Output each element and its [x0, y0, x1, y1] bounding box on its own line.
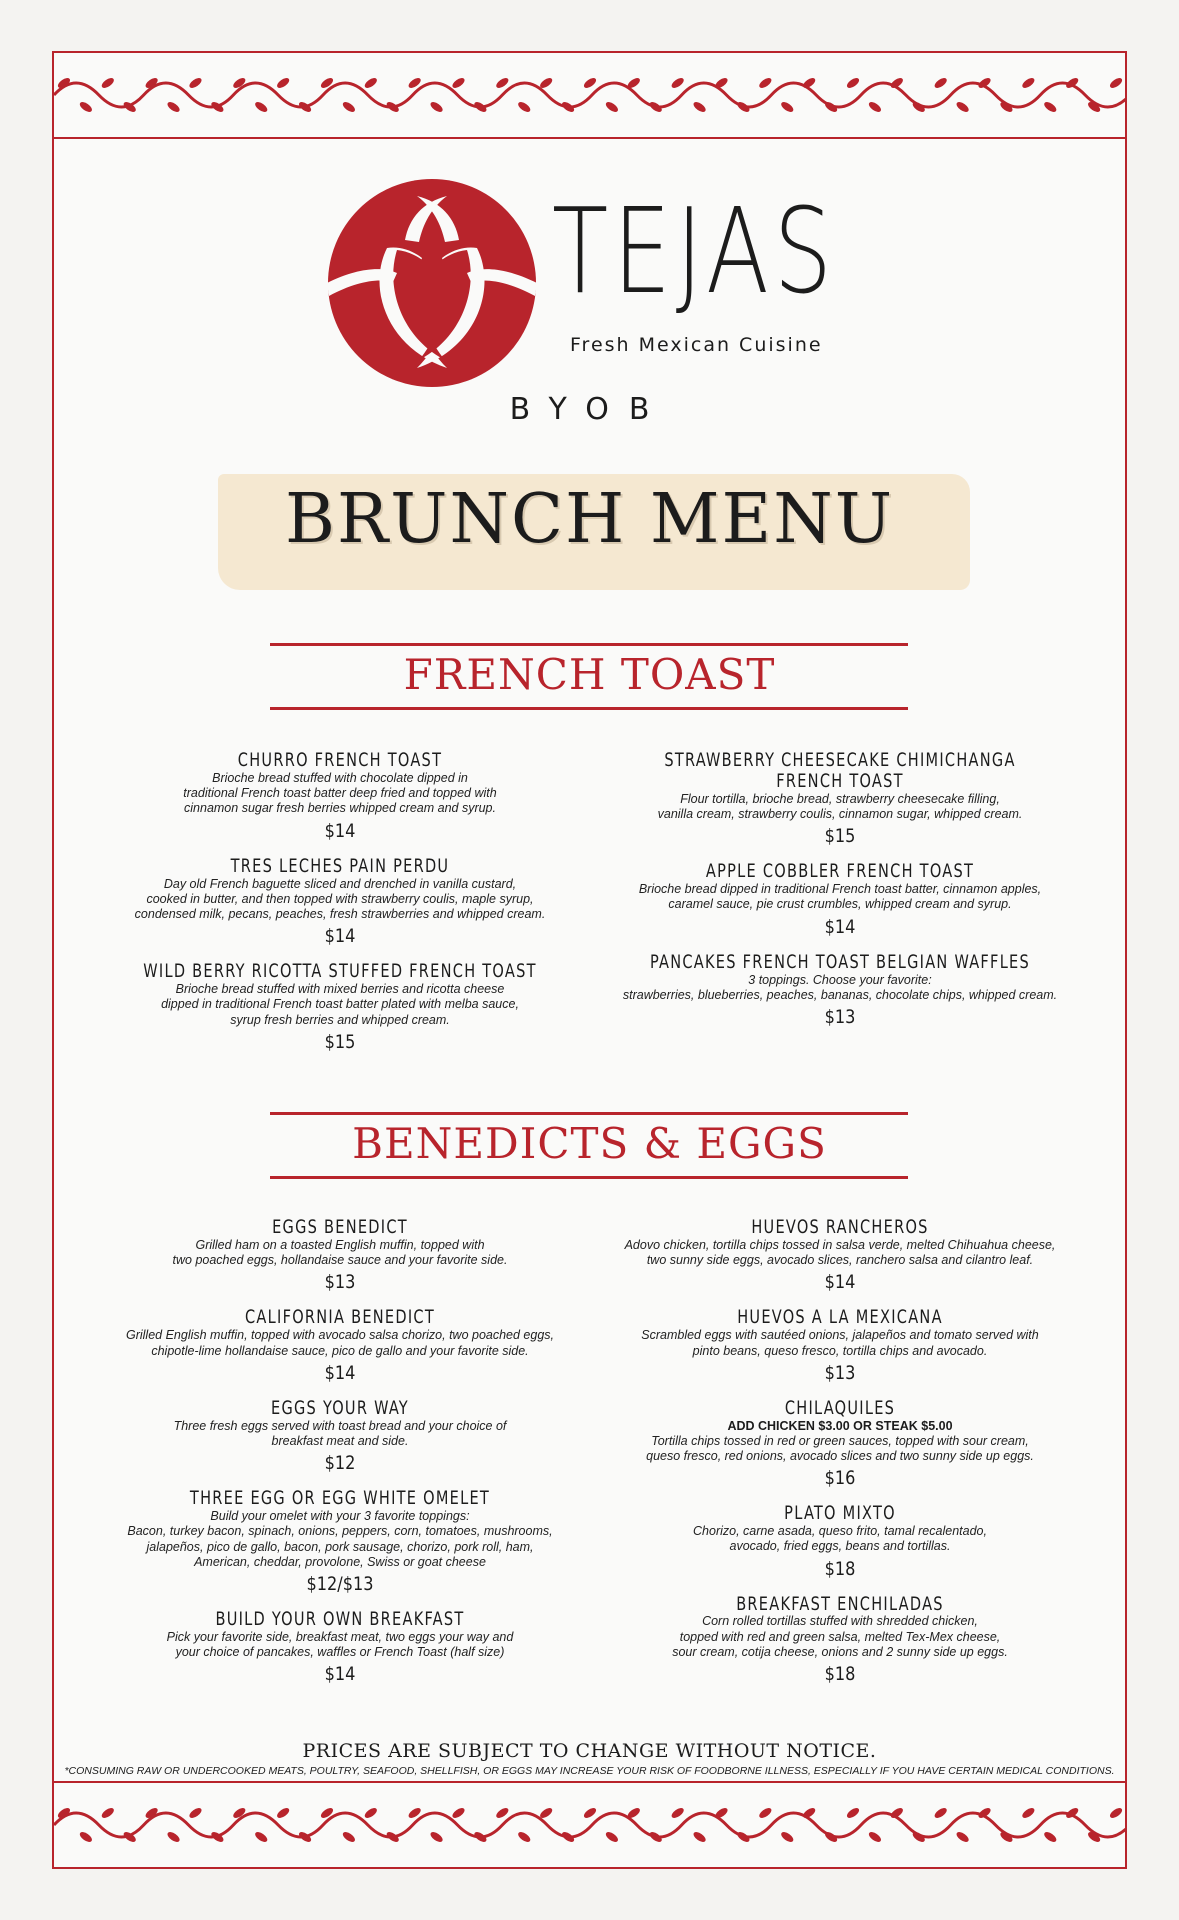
french-toast-right-column — [600, 750, 1080, 1042]
menu-item — [100, 1609, 580, 1685]
menu-item-description: Flour tortilla, brioche bread, strawberry cheesecake filling, — [680, 791, 1000, 806]
menu-item — [600, 1398, 1080, 1489]
menu-item-description: strawberries, blueberries, peaches, bananas, chocolate chips, whipped cream. — [622, 987, 1058, 1002]
menu-item-description: 3 toppings. Choose your favorite: — [748, 972, 932, 987]
benedicts-right-column — [600, 1217, 1080, 1699]
menu-item-price: $13 — [824, 1006, 856, 1029]
menu-item-description: Three fresh eggs served with toast bread and your choice of — [173, 1418, 507, 1433]
menu-item-price: $14 — [824, 915, 856, 938]
vine-decoration-icon — [54, 1791, 1125, 1859]
menu-item-price: $14 — [324, 925, 356, 948]
menu-item-description: chipotle-lime hollandaise sauce, pico de gallo and your favorite side. — [151, 1343, 529, 1358]
menu-item-description: cooked in butter, and then topped with strawberry coulis, maple syrup, — [146, 891, 534, 906]
menu-item-description: traditional French toast batter deep fried and topped with — [183, 786, 497, 801]
menu-item-name: TRES LECHES PAIN PERDU — [230, 854, 450, 877]
menu-item — [100, 1307, 580, 1383]
menu-item-name: CHURRO FRENCH TOAST — [237, 749, 443, 771]
section-title-french-toast: FRENCH TOAST — [403, 650, 776, 699]
section-rule — [270, 1112, 908, 1115]
menu-item-description: topped with red and green salsa, melted Tex-Mex cheese, — [679, 1629, 1001, 1644]
vine-border-bottom — [54, 1791, 1125, 1859]
menu-item-name: PLATO MIXTO — [784, 1502, 896, 1525]
menu-item-price: $12/$13 — [306, 1573, 374, 1596]
menu-item-price: $14 — [324, 819, 356, 842]
menu-item-description: condensed milk, pecans, peaches, fresh strawberries and whipped cream. — [134, 907, 546, 922]
menu-item-note: ADD CHICKEN $3.00 OR STEAK $5.00 — [727, 1418, 953, 1433]
menu-item-price: $15 — [324, 1030, 356, 1053]
menu-item-description: Brioche bread stuffed with chocolate dipped in — [212, 770, 468, 785]
menu-item-description: Day old French baguette sliced and drenched in vanilla custard, — [163, 876, 517, 891]
menu-item-name: CHILAQUILES — [784, 1396, 896, 1419]
menu-item-description: Adovo chicken, tortilla chips tossed in salsa verde, melted Chihuahua cheese, — [624, 1237, 1056, 1252]
menu-item-description: jalapeños, pico de gallo, bacon, pork sausage, chorizo, pork roll, ham, — [146, 1539, 534, 1554]
menu-item-description: sour cream, cotija cheese, onions and 2 sunny side up eggs. — [672, 1644, 1008, 1659]
byob-label: BYOB — [509, 392, 670, 427]
menu-item-name: HUEVOS A LA MEXICANA — [737, 1306, 943, 1329]
logo-tagline: Fresh Mexican Cuisine — [570, 334, 823, 356]
menu-item-price: $14 — [324, 1663, 356, 1686]
menu-item-price: $14 — [324, 1361, 356, 1384]
section-rule — [270, 707, 908, 710]
menu-item-name: EGGS YOUR WAY — [271, 1396, 409, 1419]
logo-wordmark: TEJAS — [552, 182, 837, 320]
menu-item-description: cinnamon sugar fresh berries whipped cream and syrup. — [184, 801, 496, 816]
menu-item-description: Brioche bread stuffed with mixed berries and ricotta cheese — [175, 982, 505, 997]
menu-item — [600, 750, 1080, 847]
menu-item-name: BUILD YOUR OWN BREAKFAST — [215, 1608, 465, 1631]
menu-item — [100, 856, 580, 948]
menu-item — [600, 952, 1080, 1028]
menu-item-description: Brioche bread dipped in traditional French toast batter, cinnamon apples, — [638, 882, 1042, 897]
menu-item-description: American, cheddar, provolone, Swiss or goat cheese — [194, 1554, 486, 1569]
menu-item-description: two poached eggs, hollandaise sauce and your favorite side. — [172, 1253, 508, 1268]
menu-item-description: queso fresco, red onions, avocado slices and two sunny side up eggs. — [646, 1448, 1034, 1463]
section-title-benedicts: BENEDICTS & EGGS — [352, 1119, 827, 1168]
menu-item-price: $13 — [324, 1271, 356, 1294]
menu-item-description: vanilla cream, strawberry coulis, cinnamon sugar, whipped cream. — [657, 807, 1023, 822]
menu-item-name: FRENCH TOAST — [776, 769, 904, 792]
menu-item-price: $15 — [824, 825, 856, 848]
menu-item-description: pinto beans, queso fresco, tortilla chips and avocado. — [692, 1343, 988, 1358]
menu-item-name: WILD BERRY RICOTTA STUFFED FRENCH TOAST — [143, 960, 537, 983]
menu-item-description: two sunny side eggs, avocado slices, ranchero salsa and cilantro leaf. — [646, 1253, 1034, 1268]
menu-item-price: $18 — [824, 1557, 856, 1580]
menu-item-description: Grilled English muffin, topped with avocado salsa chorizo, two poached eggs, — [125, 1328, 555, 1343]
menu-item-description: Scrambled eggs with sautéed onions, jalapeños and tomato served with — [641, 1328, 1039, 1343]
menu-item-description: Tortilla chips tossed in red or green sauces, topped with sour cream, — [651, 1433, 1029, 1448]
french-toast-left-column — [100, 750, 580, 1067]
menu-item-description: syrup fresh berries and whipped cream. — [230, 1012, 450, 1027]
menu-item-name: PANCAKES FRENCH TOAST BELGIAN WAFFLES — [649, 950, 1031, 973]
menu-item — [600, 1594, 1080, 1686]
chili-pepper-icon — [327, 178, 537, 388]
menu-item-description: Chorizo, carne asada, queso frito, tamal recalentado, — [693, 1524, 987, 1539]
menu-item — [100, 750, 580, 842]
logo — [276, 140, 836, 370]
menu-item-description: dipped in traditional French toast batter plated with melba sauce, — [161, 997, 519, 1012]
bottom-rule — [54, 1781, 1125, 1783]
vine-decoration-icon — [54, 61, 1125, 129]
menu-item-name: STRAWBERRY CHEESECAKE CHIMICHANGA — [664, 749, 1016, 771]
menu-item — [600, 1217, 1080, 1293]
menu-item-name: CALIFORNIA BENEDICT — [245, 1306, 435, 1329]
menu-item-description: Bacon, turkey bacon, spinach, onions, peppers, corn, tomatoes, mushrooms, — [127, 1524, 553, 1539]
menu-item-description: Pick your favorite side, breakfast meat, two eggs your way and — [166, 1629, 514, 1644]
menu-item-description: your choice of pancakes, waffles or French Toast (half size) — [175, 1645, 505, 1660]
menu-item — [600, 1503, 1080, 1579]
vine-border-top — [54, 61, 1125, 129]
menu-item-price: $16 — [824, 1467, 856, 1490]
menu-item-price: $12 — [324, 1452, 356, 1475]
menu-item-description: avocado, fried eggs, beans and tortillas. — [729, 1539, 951, 1554]
menu-item-description: Grilled ham on a toasted English muffin, topped with — [195, 1237, 485, 1252]
page-title: BRUNCH MENU — [285, 480, 894, 559]
health-disclaimer: *CONSUMING RAW OR UNDERCOOKED MEATS, POULTRY, SEAFOOD, SHELLFISH, OR EGGS MAY INCREASE YOUR RISK OF FOODBORNE ILLNESS, ESPECIALLY IF YOU HAVE CERTAIN MEDICAL CONDITIONS. — [64, 1765, 1115, 1777]
benedicts-left-column — [100, 1217, 580, 1699]
menu-item — [100, 1217, 580, 1293]
menu-item-name: THREE EGG OR EGG WHITE OMELET — [189, 1487, 491, 1510]
section-rule — [270, 1176, 908, 1179]
top-rule — [54, 137, 1125, 139]
menu-item — [100, 1398, 580, 1474]
menu-item-name: HUEVOS RANCHEROS — [751, 1216, 929, 1238]
menu-item-description: breakfast meat and side. — [271, 1433, 409, 1448]
menu-item-price: $13 — [824, 1361, 856, 1384]
menu-item-name: EGGS BENEDICT — [272, 1216, 408, 1238]
menu-item-name: BREAKFAST ENCHILADAS — [736, 1592, 944, 1615]
menu-item-description: Build your omelet with your 3 favorite toppings: — [210, 1509, 470, 1524]
menu-item-price: $18 — [824, 1663, 856, 1686]
menu-item-name: APPLE COBBLER FRENCH TOAST — [705, 860, 975, 883]
menu-item — [600, 1307, 1080, 1383]
menu-item — [600, 861, 1080, 937]
price-notice: PRICES ARE SUBJECT TO CHANGE WITHOUT NOTICE. — [302, 1740, 877, 1762]
menu-item-price: $14 — [824, 1271, 856, 1294]
section-rule — [270, 643, 908, 646]
menu-item-description: Corn rolled tortillas stuffed with shredded chicken, — [702, 1614, 978, 1629]
menu-item-description: caramel sauce, pie crust crumbles, whipped cream and syrup. — [668, 897, 1012, 912]
menu-item — [100, 1488, 580, 1595]
menu-item — [100, 961, 580, 1053]
